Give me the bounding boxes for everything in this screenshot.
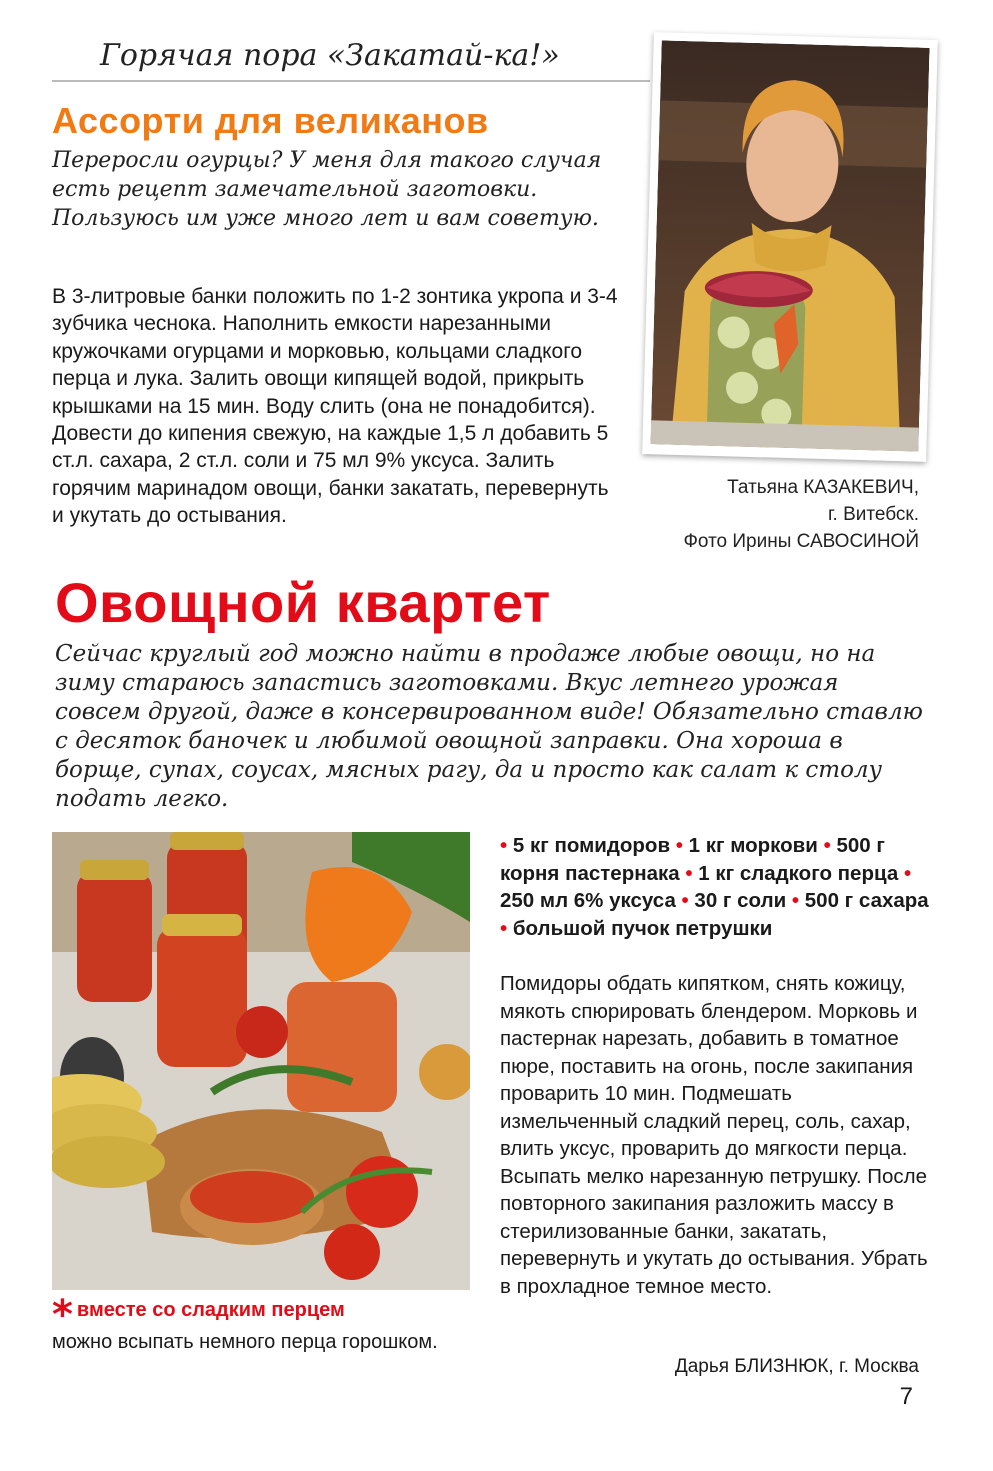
ingredient-item: 1 кг сладкого перца [698,861,899,885]
ingredient-item: 5 кг помидоров [512,834,671,857]
bullet-icon: • [675,834,689,857]
recipe2-author: Дарья БЛИЗНЮК, г. Москва [674,1356,919,1377]
bullet-icon: • [681,889,695,912]
author-photo [642,32,938,462]
section-rubric: Горячая пора «Закатай-ка!» [100,38,560,73]
recipe1-body: В 3-литровые банки положить по 1-2 зонтика укропа и 3-4 зубчика чеснока. Наполнить емкости нарезанными кружочками огурцами и морковью, кольцами сладкого перца и лука. Залить овощи кипящей водой, прикрыть крышками на 15 мин. Воду слить (она не понадобится). Довести до кипения свежую, на каждые 1,5 л добавить 5 ст.л. сахара, 2 ст.л. соли и 75 мл 9% уксуса. Залить горячим маринадом овощи, банки закатать, перевернуть и укутать до остывания. [52,285,618,528]
page-number: 7 [899,1383,913,1410]
recipe2-intro: Сейчас круглый год можно найти в продаже любые овощи, но на зиму стараюсь запастись заготовками. Вкус летнего урожая совсем другой, даже в консервированном виде! Обязательно ставлю с десяток баночек и любимой овощной заправки. Она хороша в борще, супах, соусах, мясных рагу, да и просто как салат к столу подать легко. [55,641,923,812]
ingredient-item: 500 г сахара [804,889,929,912]
bullet-icon: • [791,889,805,912]
recipe2-body: Помидоры обдать кипятком, снять кожицу, мякоть спюрировать блендером. Морковь и пастернак нарезать, добавить в томатное пюре, поставить на огонь, после закипания проварить 10 мин. Подмешать измельченный сладкий перец, соль, сахар, влить уксус, проварить до мягкости перца. Всыпать мелко нарезанную петрушку. После повторного закипания разложить массу в стерилизованные банки, закатать, перевернуть и укутать до остывания. Убрать в прохладное темное место. [500,972,928,1298]
recipe1-author: Татьяна КАЗАКЕВИЧ, [727,477,919,498]
recipe1-city: г. Витебск. [827,504,919,525]
tip-note [52,1292,482,1356]
recipe1-title: Ассорти для великанов [52,100,489,141]
ingredient-item: большой пучок петрушки [512,916,773,940]
rubric-divider [52,80,650,82]
recipe2-title: Овощной квартет [55,571,551,634]
photo-credit: Фото Ирины САВОСИНОЙ [683,531,919,552]
ingredient-item: 500 г корня пастернака [500,834,885,885]
ingredient-item: 1 кг моркови [688,834,818,857]
dish-photo-illustration [52,832,470,1290]
bullet-icon: • [500,916,513,940]
asterisk-icon: * [52,1292,73,1338]
tip-heading: вместе со сладким перцем [76,1299,345,1321]
ingredient-item: 30 г соли [694,889,787,912]
tip-text: можно всыпать немного перца горошком. [52,1331,438,1353]
bullet-icon: • [823,834,837,857]
recipe1-credits [683,474,919,555]
recipe1-intro: Переросли огурцы? У меня для такого случая есть рецепт замечательной заготовки. Пользуюсь им уже много лет и вам советую. [52,148,602,231]
ingredient-item: 250 мл 6% уксуса [500,889,676,912]
bullet-icon: • [685,861,699,885]
dish-photo [52,832,470,1290]
author-photo-illustration [650,40,929,451]
ingredients-list [500,832,930,942]
bullet-icon: • [903,861,912,885]
bullet-icon: • [500,834,513,857]
